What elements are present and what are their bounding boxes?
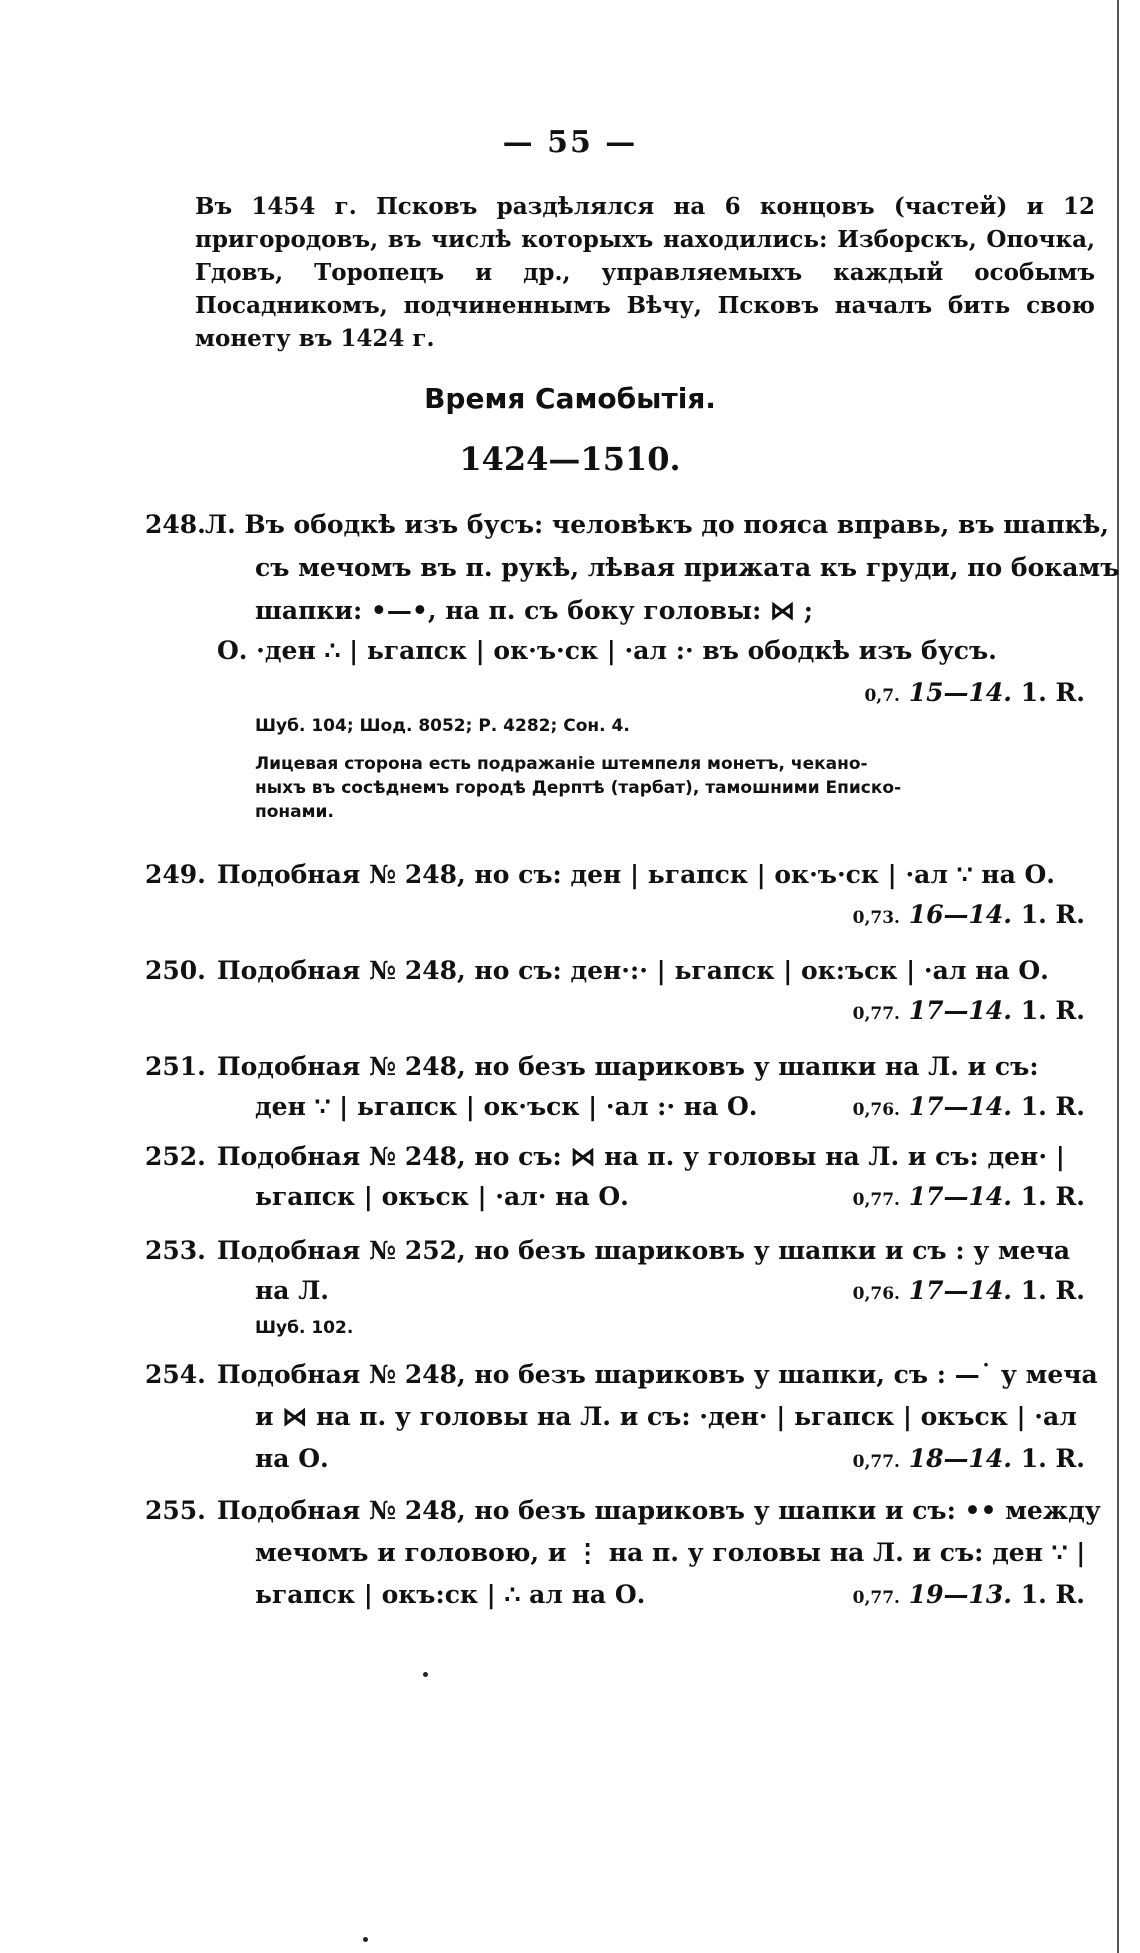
catalog-entry-249	[145, 860, 1085, 940]
entry-number: 248.	[145, 510, 206, 539]
reference: 17—14.	[908, 996, 1012, 1025]
entry-meta	[853, 996, 1085, 1025]
entry-note: Шуб. 102.	[255, 1318, 354, 1338]
rarity: 1. R.	[1020, 996, 1085, 1025]
entry-number: 250.	[145, 956, 206, 985]
weight: 0,73.	[852, 908, 900, 928]
rarity: 1. R.	[1020, 1092, 1085, 1121]
entry-text-line: ьгапск | окъск | ·ал· на О.	[255, 1182, 629, 1211]
entry-meta	[853, 1092, 1085, 1121]
entry-text-line: Подобная № 248, но безъ шариковъ у шапки на Л. и съ:	[217, 1052, 1039, 1081]
entry-text-line: О. ·ден ∴ | ьгапск | ок·ъ·ск | ·ал :· въ ободкѣ изъ бусъ.	[217, 636, 997, 665]
catalog-entry-248	[145, 510, 1120, 830]
reference: 17—14.	[908, 1276, 1012, 1305]
scan-speck	[423, 1672, 428, 1677]
catalog-entry-251	[145, 1052, 1085, 1132]
reference: 18—14.	[908, 1444, 1012, 1473]
reference: 19—13.	[908, 1580, 1012, 1609]
section-title: Время Самобытія.	[424, 382, 716, 415]
weight: 0,77.	[852, 1004, 900, 1024]
rarity: 1. R.	[1020, 900, 1085, 929]
entry-meta	[853, 900, 1085, 929]
scan-speck	[363, 1937, 368, 1942]
entry-text-line: и ⋈ на п. у головы на Л. и съ: ·ден· | ьгапск | окъск | ·ал	[255, 1402, 1077, 1431]
reference: 17—14.	[908, 1182, 1012, 1211]
weight: 0,76.	[852, 1100, 900, 1120]
entry-text-line: Подобная № 248, но безъ шариковъ у шапки, съ : —˙ у меча	[217, 1360, 1098, 1389]
entry-text-line: ьгапск | окъ:ск | ∴ ал на О.	[255, 1580, 646, 1609]
intro-paragraph: Въ 1454 г. Псковъ раздѣлялся на 6 концовъ (частей) и 12 пригородовъ, въ числѣ которыхъ находились: Изборскъ, Опочка, Гдовъ, Торопецъ и др., управляемыхъ каждый особымъ Посадникомъ, подчиненнымъ Вѣчу, Псковъ началъ бить свою монету въ 1424 г.	[195, 193, 1095, 352]
catalog-entry-254	[145, 1360, 1098, 1490]
entry-number: 249.	[145, 860, 206, 889]
entry-number: 252.	[145, 1142, 206, 1171]
rarity: 1. R.	[1020, 1580, 1085, 1609]
page-edge-rule	[1117, 0, 1119, 1953]
entry-note: Шуб. 104; Шод. 8052; Р. 4282; Сон. 4.	[255, 716, 630, 736]
entry-meta	[853, 1182, 1085, 1211]
entry-text-line: Подобная № 252, но безъ шариковъ у шапки и съ : у меча	[217, 1236, 1071, 1265]
reference: 16—14.	[908, 900, 1012, 929]
weight: 0,77.	[852, 1588, 900, 1608]
entry-text-line: Подобная № 248, но съ: ден·:· | ьгапск | ок:ъск | ·ал на О.	[217, 956, 1049, 985]
entry-number: 253.	[145, 1236, 206, 1265]
weight: 0,77.	[852, 1452, 900, 1472]
rarity: 1. R.	[1020, 1182, 1085, 1211]
weight: 0,7.	[864, 686, 900, 706]
entry-remark-line: ныхъ въ сосѣднемъ городѣ Дерптѣ (тарбат), тамошними Еписко-	[255, 778, 902, 798]
catalog-entry-255	[145, 1496, 1101, 1626]
rarity: 1. R.	[1020, 1276, 1085, 1305]
entry-remark-line: Лицевая сторона есть подражаніе штемпеля монетъ, чекано-	[255, 754, 868, 774]
entry-text-line: Подобная № 248, но безъ шариковъ у шапки и съ: •• между	[217, 1496, 1101, 1525]
catalog-entry-253	[145, 1236, 1085, 1346]
entry-text-line: Л. Въ ободкѣ изъ бусъ: человѣкъ до пояса вправь, въ шапкѣ,	[205, 510, 1109, 539]
reference: 17—14.	[908, 1092, 1012, 1121]
entry-number: 255.	[145, 1496, 206, 1525]
entry-meta	[853, 1580, 1085, 1609]
entry-remark-line: понами.	[255, 802, 334, 822]
entry-text-line: на О.	[255, 1444, 329, 1473]
entry-text-line: на Л.	[255, 1276, 330, 1305]
entry-text-line: Подобная № 248, но съ: ⋈ на п. у головы на Л. и съ: ден· |	[217, 1142, 1065, 1171]
rarity: 1. R.	[1020, 1444, 1085, 1473]
entry-meta	[853, 1444, 1085, 1473]
entry-number: 251.	[145, 1052, 206, 1081]
catalog-entry-252	[145, 1142, 1085, 1222]
entry-text-line: ден ∵ | ьгапск | ок·ъск | ·ал :· на О.	[255, 1092, 758, 1121]
entry-text-line: мечомъ и головою, и ⋮ на п. у головы на Л. и съ: ден ∵ |	[255, 1538, 1086, 1567]
entry-text-line: Подобная № 248, но съ: ден | ьгапск | ок·ъ·ск | ·ал ∵ на О.	[217, 860, 1055, 889]
section-years: 1424—1510.	[459, 440, 681, 478]
weight: 0,76.	[852, 1284, 900, 1304]
entry-number: 254.	[145, 1360, 206, 1389]
catalog-entry-250	[145, 956, 1085, 1036]
entry-meta	[853, 1276, 1085, 1305]
reference: 15—14.	[908, 678, 1012, 707]
entry-meta	[864, 678, 1085, 707]
page-number: — 55 —	[502, 125, 638, 160]
entry-text-line: съ мечомъ въ п. рукѣ, лѣвая прижата къ груди, по бокамъ	[255, 553, 1120, 582]
weight: 0,77.	[852, 1190, 900, 1210]
rarity: 1. R.	[1020, 678, 1085, 707]
entry-text-line: шапки: •—•, на п. съ боку головы: ⋈ ;	[255, 596, 813, 625]
